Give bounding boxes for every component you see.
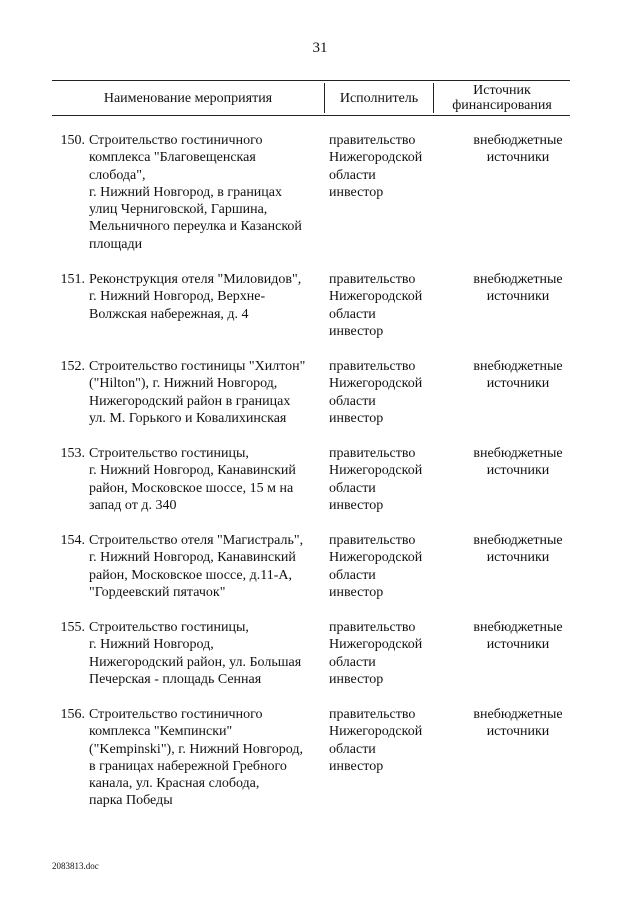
- row-exec-cell: [329, 358, 441, 427]
- row-name-line: г. Нижний Новгород, Верхне-: [89, 289, 266, 305]
- row-executor-line: Нижегородской: [329, 637, 423, 653]
- row-name-line: Нижегородский район, ул. Большая: [89, 654, 302, 670]
- row-executor-line: правительство: [329, 533, 416, 548]
- row-funding-line: источники: [486, 724, 550, 740]
- row-fund-cell: [444, 132, 592, 167]
- row-name-line: парка Победы: [89, 793, 173, 809]
- row-name-line: слобода",: [89, 167, 146, 183]
- row-executor-line: Нижегородской: [329, 724, 423, 740]
- header-funding: [434, 81, 570, 115]
- row-executor-line: инвестор: [329, 584, 384, 600]
- row-name-line: "Гордеевский пятачок": [89, 584, 226, 600]
- row-exec-cell: [329, 706, 441, 775]
- row-executor-line: области: [329, 741, 376, 757]
- row-name-line: Нижегородский район в границах: [89, 393, 291, 409]
- row-name-cell: [89, 358, 329, 427]
- row-name-line: г. Нижний Новгород,: [89, 637, 214, 653]
- row-funding-line: источники: [486, 463, 550, 479]
- row-name-line: комплекса "Кемпински": [89, 724, 233, 740]
- row-executor-line: инвестор: [329, 758, 384, 774]
- row-name-cell: [89, 271, 329, 323]
- row-number: 156.: [60, 707, 85, 722]
- row-executor-line: инвестор: [329, 497, 384, 513]
- row-number: 154.: [60, 533, 85, 548]
- row-name-line: Строительство гостиничного: [89, 133, 263, 148]
- row-name-line: Реконструкция отеля "Миловидов",: [89, 272, 302, 287]
- row-exec-cell: [329, 445, 441, 514]
- row-name-line: ул. М. Горького и Ковалихинская: [89, 410, 287, 426]
- row-name-cell: [89, 445, 329, 514]
- row-fund-cell: [444, 619, 592, 654]
- row-number: 152.: [60, 359, 85, 374]
- row-name-line: г. Нижний Новгород, в границах: [89, 184, 283, 200]
- header-name: Наименование мероприятия: [103, 90, 273, 106]
- row-name-line: Волжская набережная, д. 4: [89, 306, 249, 322]
- row-name-line: канала, ул. Красная слобода,: [89, 776, 260, 792]
- row-name-cell: [89, 132, 329, 253]
- row-executor-line: инвестор: [329, 410, 384, 426]
- row-executor-line: Нижегородской: [329, 550, 423, 566]
- row-executor-line: области: [329, 167, 376, 183]
- page-number: 31: [312, 40, 328, 56]
- row-name-line: ("Kempinski"), г. Нижний Новгород,: [89, 741, 303, 757]
- row-executor-line: Нижегородской: [329, 463, 423, 479]
- header-executor: Исполнитель: [339, 90, 419, 106]
- row-executor-line: области: [329, 567, 376, 583]
- row-number: 153.: [60, 446, 85, 461]
- row-funding-line: внебюджетные: [473, 620, 563, 635]
- row-exec-cell: [329, 271, 441, 340]
- row-name-cell: [89, 706, 329, 810]
- table-header: [52, 80, 570, 116]
- row-executor-line: правительство: [329, 707, 416, 722]
- row-name-cell: [89, 532, 329, 601]
- row-exec-cell: [329, 532, 441, 601]
- row-number: 151.: [60, 272, 85, 287]
- row-executor-line: правительство: [329, 446, 416, 461]
- row-fund-cell: [444, 271, 592, 306]
- row-number: 150.: [60, 133, 85, 148]
- row-funding-line: внебюджетные: [473, 533, 563, 548]
- row-name-line: район, Московское шоссе, 15 м на: [89, 480, 294, 496]
- row-executor-line: правительство: [329, 272, 416, 287]
- row-fund-cell: [444, 445, 592, 480]
- row-exec-cell: [329, 132, 441, 201]
- row-fund-cell: [444, 706, 592, 741]
- row-executor-line: области: [329, 654, 376, 670]
- row-executor-line: Нижегородской: [329, 289, 423, 305]
- row-executor-line: Нижегородской: [329, 376, 423, 392]
- row-name-cell: [89, 619, 329, 688]
- row-fund-cell: [444, 358, 592, 393]
- row-executor-line: правительство: [329, 133, 416, 148]
- row-executor-line: области: [329, 306, 376, 322]
- row-name-line: комплекса "Благовещенская: [89, 150, 256, 166]
- row-executor-line: инвестор: [329, 323, 384, 339]
- row-executor-line: инвестор: [329, 184, 384, 200]
- row-executor-line: области: [329, 393, 376, 409]
- row-funding-line: источники: [486, 637, 550, 653]
- row-funding-line: источники: [486, 150, 550, 166]
- row-name-line: улиц Черниговской, Гаршина,: [89, 202, 268, 218]
- row-name-line: Строительство гостиницы,: [89, 620, 249, 635]
- row-executor-line: правительство: [329, 620, 416, 635]
- row-executor-line: инвестор: [329, 671, 384, 687]
- row-name-line: Мельничного переулка и Казанской: [89, 219, 302, 235]
- row-number: 155.: [60, 620, 85, 635]
- header-funding-line: Источник: [473, 83, 531, 98]
- footer-filename: 2083813.doc: [52, 861, 99, 871]
- row-name-line: г. Нижний Новгород, Канавинский: [89, 550, 296, 566]
- row-funding-line: внебюджетные: [473, 272, 563, 287]
- row-funding-line: внебюджетные: [473, 446, 563, 461]
- row-exec-cell: [329, 619, 441, 688]
- row-executor-line: области: [329, 480, 376, 496]
- header-funding-line: финансирования: [452, 98, 552, 113]
- row-funding-line: источники: [486, 289, 550, 305]
- row-name-line: г. Нижний Новгород, Канавинский: [89, 463, 296, 479]
- row-funding-line: внебюджетные: [473, 707, 563, 722]
- row-funding-line: внебюджетные: [473, 133, 563, 148]
- row-name-line: район, Московское шоссе, д.11-А,: [89, 567, 292, 583]
- row-executor-line: правительство: [329, 359, 416, 374]
- row-name-line: площади: [89, 236, 143, 252]
- row-name-line: Строительство отеля "Магистраль",: [89, 533, 304, 548]
- row-funding-line: внебюджетные: [473, 359, 563, 374]
- row-executor-line: Нижегородской: [329, 150, 423, 166]
- row-name-line: ("Hilton"), г. Нижний Новгород,: [89, 376, 278, 392]
- row-funding-line: источники: [486, 376, 550, 392]
- row-name-line: Строительство гостиницы "Хилтон": [89, 359, 306, 374]
- row-name-line: Печерская - площадь Сенная: [89, 671, 262, 687]
- row-name-line: запад от д. 340: [89, 497, 177, 513]
- row-name-line: в границах набережной Гребного: [89, 758, 287, 774]
- row-name-line: Строительство гостиницы,: [89, 446, 249, 461]
- row-fund-cell: [444, 532, 592, 567]
- row-name-line: Строительство гостиничного: [89, 707, 263, 722]
- row-funding-line: источники: [486, 550, 550, 566]
